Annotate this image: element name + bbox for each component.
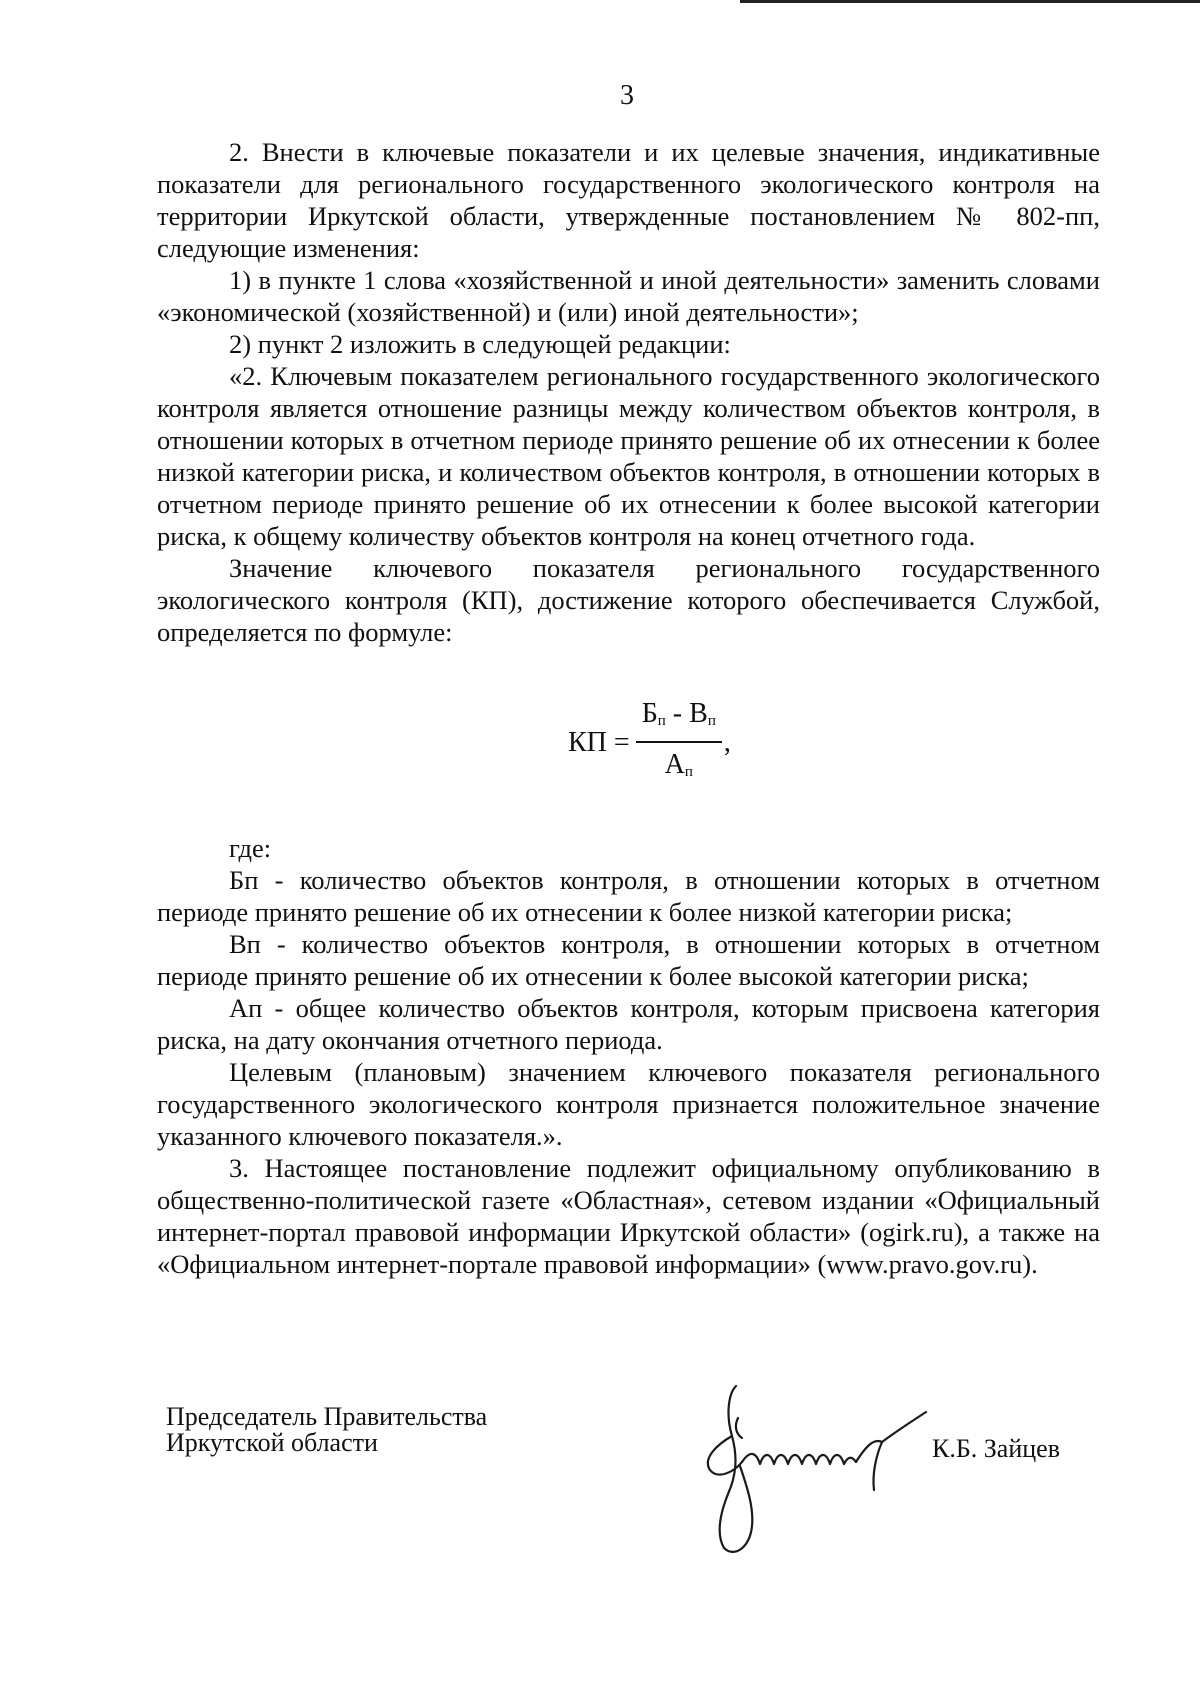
formula-minus: - [665, 698, 690, 729]
signatory-title-line1: Председатель Правительства [166, 1402, 488, 1431]
formula-v: В [689, 698, 708, 729]
handwritten-signature-icon [676, 1366, 946, 1556]
formula-fraction [636, 698, 722, 788]
formula-trailing-comma: , [723, 727, 731, 758]
formula-numerator [636, 698, 722, 743]
formula-denominator [659, 743, 699, 788]
paragraph-amendment-intro: 2. Внести в ключевые показатели и их целевые значения, индикативные показатели для регионального государственного экологического контроля на территории Иркутской области, утвержденные постановлением № 802-пп, следующие изменения: [157, 137, 1100, 263]
formula-block [157, 648, 1100, 832]
formula-a-subscript: п [684, 764, 693, 780]
paragraph-key-indicator: «2. Ключевым показателем регионального государственного экологического контроля является отношение разницы между количеством объектов контроля, в отношении которых в отчетном периоде принято решение об их отнесении к более низкой категории риска, и количеством объектов контроля, в отношении которых в отчетном периоде принято решение об их отнесении к более высокой категории риска, к общему количеству объектов контроля на конец отчетного года. [157, 361, 1100, 551]
top-rule [740, 0, 1200, 3]
page-number: 3 [620, 80, 634, 111]
paragraph-item-1: 1) в пункте 1 слова «хозяйственной и иной деятельности» заменить словами «экономической (хозяйственной) и (или) иной деятельности»; [157, 265, 1100, 327]
formula-v-subscript: п [707, 713, 716, 729]
paragraph-def-a: Ап - общее количество объектов контроля, которым присвоена категория риска, на дату окончания отчетного периода. [157, 993, 1100, 1055]
formula-b-subscript: п [657, 713, 666, 729]
paragraph-item-2: 2) пункт 2 изложить в следующей редакции: [229, 329, 731, 359]
paragraph-publication: 3. Настоящее постановление подлежит официальному опубликованию в общественно-политической газете «Областная», сетевом издании «Официальный интернет-портал правовой информации Иркутской области» (ogirk.ru), а также на «Официальном интернет-портале правовой информации» (www.pravo.gov.ru). [157, 1153, 1100, 1279]
signatory-name: К.Б. Зайцев [932, 1434, 1060, 1463]
signatory-title-line2: Иркутской области [166, 1428, 378, 1457]
formula-b: Б [641, 698, 658, 729]
signature-block [166, 1404, 1126, 1584]
formula [568, 698, 731, 788]
document-body [157, 136, 1100, 1280]
paragraph-def-v: Вп - количество объектов контроля, в отношении которых в отчетном периоде принято решение об их отнесении к более высокой категории риска; [157, 929, 1100, 991]
paragraph-def-b: Бп - количество объектов контроля, в отношении которых в отчетном периоде принято решение об их отнесении к более низкой категории риска; [157, 865, 1100, 927]
paragraph-formula-intro: Значение ключевого показателя регионального государственного экологического контроля (КП), достижение которого обеспечивается Службой, определяется по формуле: [157, 553, 1100, 647]
paragraph-where: где: [229, 833, 272, 863]
paragraph-target-value: Целевым (плановым) значением ключевого показателя регионального государственного экологического контроля признается положительное значение указанного ключевого показателя.». [157, 1057, 1100, 1151]
formula-lhs: КП = [568, 727, 630, 758]
formula-a: А [664, 749, 685, 780]
